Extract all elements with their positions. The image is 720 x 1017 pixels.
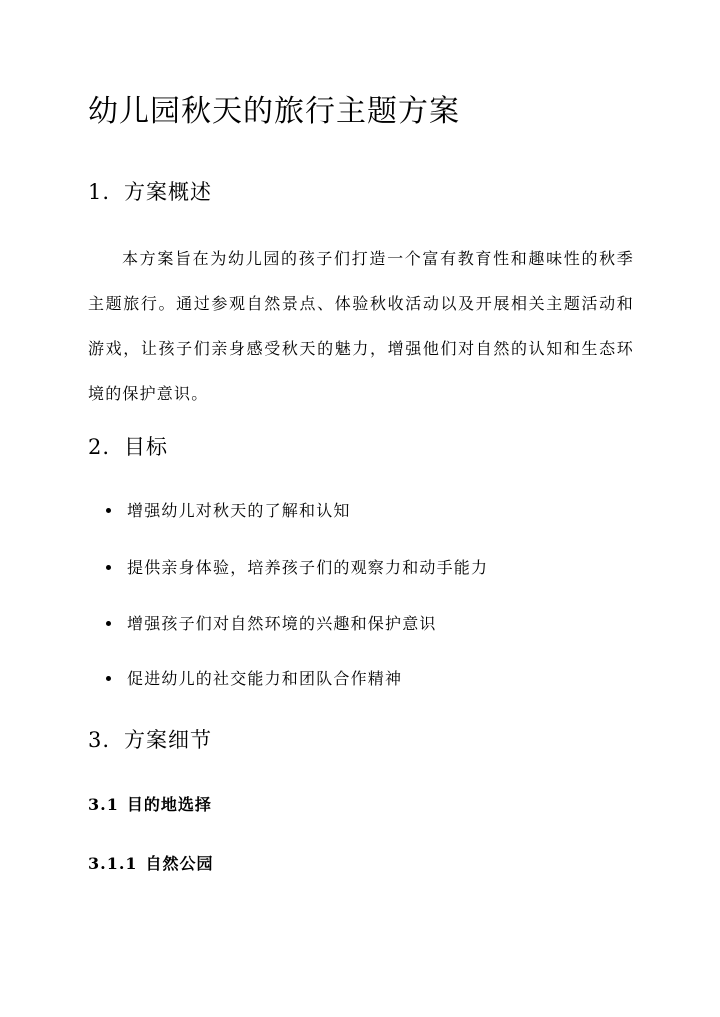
overview-paragraph: 本方案旨在为幼儿园的孩子们打造一个富有教育性和趣味性的秋季主题旅行。通过参观自然景点、体验秋收活动以及开展相关主题活动和游戏，让孩子们亲身感受秋天的魅力，增强他们对自然的认知和生态环境的保护意识。: [88, 249, 634, 403]
goal-text: 增强孩子们对自然环境的兴趣和保护意识: [127, 614, 437, 633]
section-heading-overview: [88, 176, 212, 206]
goal-list-item: [106, 555, 488, 578]
section-title: 目标: [124, 435, 169, 459]
section-number: 2.: [88, 435, 111, 459]
subsection-number: 3.1.1: [88, 854, 138, 873]
goal-text: 促进幼儿的社交能力和团队合作精神: [127, 669, 403, 688]
goal-list-item: [106, 666, 402, 689]
section-number: 3.: [88, 728, 111, 752]
section-heading-details: [88, 724, 212, 754]
bullet-icon: [106, 565, 111, 570]
subsection-heading-destination: [88, 792, 212, 815]
section-number: 1.: [88, 180, 111, 204]
subsection-title: 目的地选择: [126, 795, 212, 814]
subsection-title: 自然公园: [145, 854, 214, 873]
section-title: 方案概述: [124, 180, 213, 204]
goal-text: 提供亲身体验，培养孩子们的观察力和动手能力: [127, 558, 489, 577]
goal-list-item: [106, 611, 437, 634]
bullet-icon: [106, 621, 111, 626]
document-title: 幼儿园秋天的旅行主题方案: [88, 94, 460, 129]
goal-text: 增强幼儿对秋天的了解和认知: [127, 501, 351, 520]
section-title: 方案细节: [124, 728, 213, 752]
subsection-number: 3.1: [88, 795, 119, 814]
goal-list-item: [106, 498, 351, 521]
bullet-icon: [106, 676, 111, 681]
subsection-heading-nature-park: [88, 851, 214, 874]
section-heading-goals: [88, 431, 168, 461]
bullet-icon: [106, 508, 111, 513]
